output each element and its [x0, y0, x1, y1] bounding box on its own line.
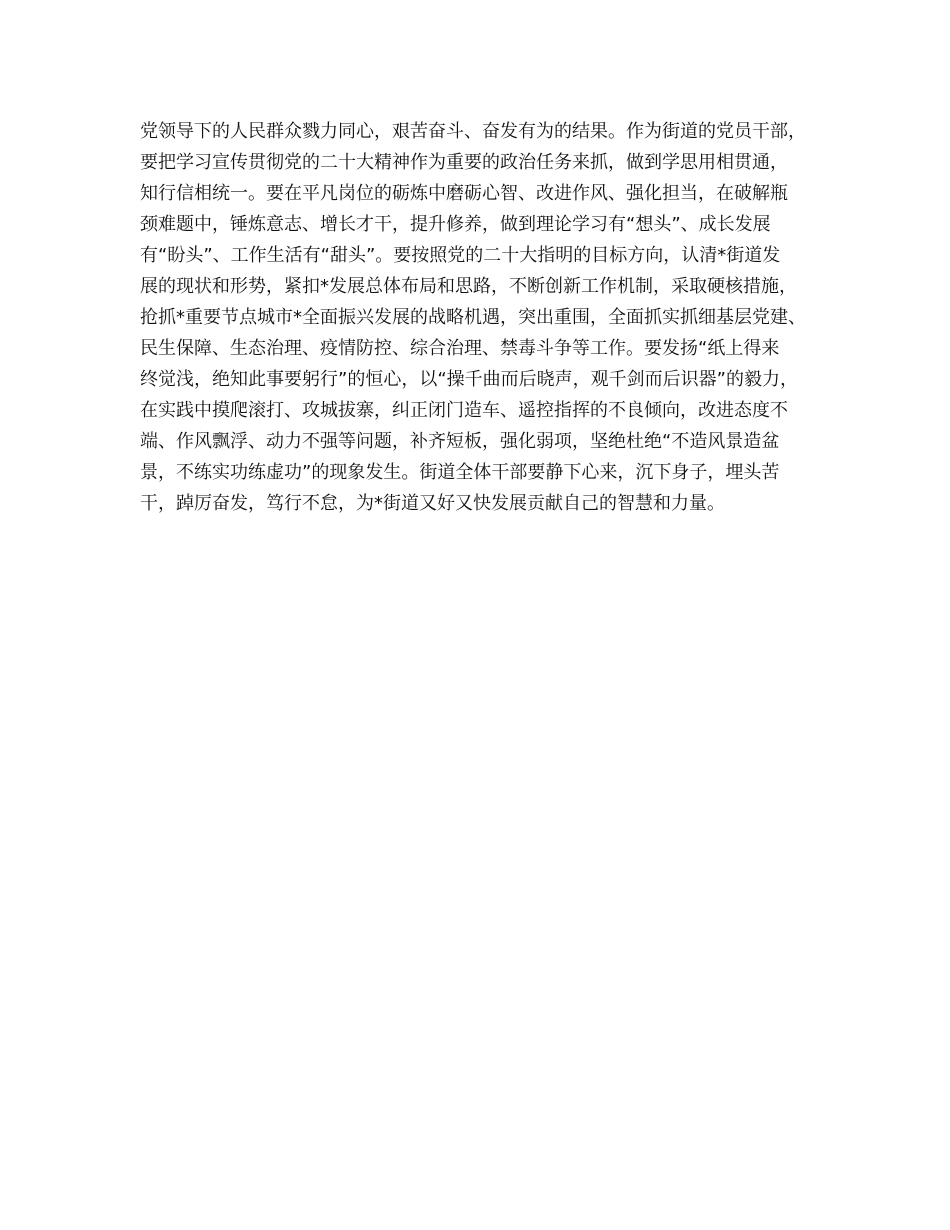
- paragraph-line: 知行信相统一。要在平凡岗位的砺炼中磨砺心智、改进作风、强化担当，在破解瓶: [140, 183, 788, 204]
- paragraph-line: 干，踔厉奋发，笃行不怠，为*街道又好又快发展贡献自己的智慧和力量。: [140, 493, 725, 514]
- paragraph-line: 抢抓*重要节点城市*全面振兴发展的战略机遇，突出重围，全面抓实抓细基层党建、: [140, 307, 806, 328]
- paragraph-line: 要把学习宣传贯彻党的二十大精神作为重要的政治任务来抓，做到学思用相贯通，: [140, 152, 788, 173]
- paragraph-line: 展的现状和形势，紧扣*发展总体布局和思路，不断创新工作机制，采取硬核措施，: [140, 276, 797, 297]
- paragraph-line: 党领导下的人民群众戮力同心，艰苦奋斗、奋发有为的结果。作为街道的党员干部，: [140, 121, 806, 142]
- paragraph-line: 景，不练实功练虚功”的现象发生。街道全体干部要静下心来，沉下身子，埋头苦: [140, 462, 780, 483]
- body-paragraph: [140, 116, 840, 519]
- paragraph-line: 终觉浅，绝知此事要躬行”的恒心，以“操千曲而后晓声，观千剑而后识器”的毅力，: [140, 369, 798, 390]
- paragraph-line: 在实践中摸爬滚打、攻城拔寨，纠正闭门造车、遥控指挥的不良倾向，改进态度不: [140, 400, 788, 421]
- paragraph-line: 端、作风飘浮、动力不强等问题，补齐短板，强化弱项，坚绝杜绝“不造风景造盆: [140, 431, 780, 452]
- paragraph-line: 民生保障、生态治理、疫情防控、综合治理、禁毒斗争等工作。要发扬“纸上得来: [140, 338, 780, 359]
- paragraph-line: 有“盼头”、工作生活有“甜头”。要按照党的二十大指明的目标方向，认清*街道发: [140, 245, 781, 266]
- paragraph-line: 颈难题中，锤炼意志、增长才干，提升修养，做到理论学习有“想头”、成长发展: [140, 214, 771, 235]
